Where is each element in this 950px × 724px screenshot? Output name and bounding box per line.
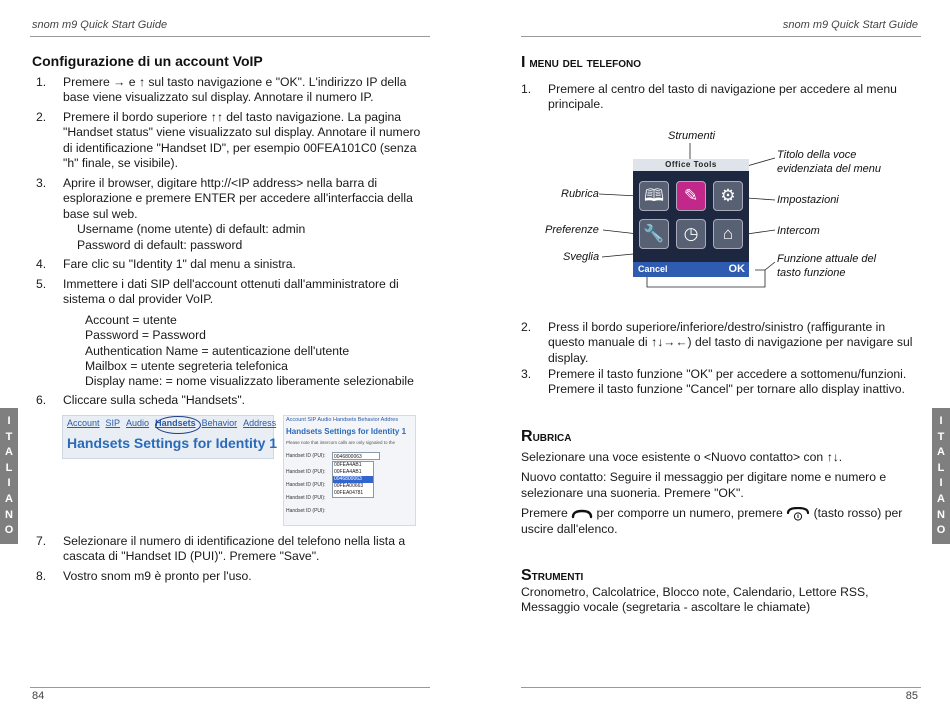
paragraph-line: selezionare una suoneria. Premere "OK".: [521, 485, 744, 500]
item-number: 2.: [521, 320, 532, 334]
side-letter: I: [7, 415, 11, 427]
item-number: 1.: [36, 75, 47, 89]
right-page: [475, 0, 950, 724]
side-letter: I: [939, 477, 943, 490]
header-rule: [30, 36, 430, 37]
title-initial: R: [521, 428, 533, 445]
tab-address: Address: [243, 418, 277, 428]
callout-strumenti: Strumenti: [668, 130, 716, 142]
phone-softkey-bar: [633, 262, 749, 277]
side-letter: T: [5, 430, 13, 443]
tab-sip: SIP: [105, 418, 121, 428]
callout-sveglia: Sveglia: [563, 251, 600, 263]
strumenti-text: [521, 585, 931, 616]
paragraph-line: Messaggio vocale (segretaria - ascoltare le chiamate): [521, 600, 811, 615]
side-language-tab: [932, 408, 950, 544]
intercom-icon: ⌂: [713, 219, 743, 249]
header-left: snom m9 Quick Start Guide: [32, 19, 168, 31]
phonebook-icon: 🕮: [639, 181, 669, 211]
item-number: 5.: [36, 277, 47, 291]
end-key-icon: [786, 507, 810, 521]
callout-preferenze: Preferenze: [545, 224, 599, 236]
item-line: "Handset status" viene visualizzato sul display. Annotare il numero: [63, 125, 421, 140]
side-letter: L: [937, 461, 945, 474]
item-subline: Username (nome utente) di default: admin: [77, 222, 306, 237]
side-letter: I: [939, 415, 943, 427]
screenshot-note: Please note that intercom calls are only signaled to the: [286, 440, 396, 445]
title-initial: S: [521, 567, 532, 584]
paragraph-line: [521, 506, 931, 521]
section-title-strumenti: [521, 567, 583, 585]
callout-line: evidenziata del menu: [777, 163, 881, 175]
item-subline: Mailbox = utente segreteria telefonica: [85, 359, 288, 374]
handset-id-label: Handset ID (PUI):: [286, 508, 326, 514]
item-line: Aprire il browser, digitare http://<IP address> nella barra di: [63, 176, 378, 190]
header-rule: [521, 36, 921, 37]
handset-id-select: 0046800063: [332, 452, 380, 460]
callout-funzione: [777, 252, 876, 280]
item-line: Immettere i dati SIP dell'account ottenuti dall'amministratore di: [63, 277, 399, 291]
callout-impostazioni: Impostazioni: [777, 194, 839, 206]
handset-id-label: Handset ID (PUI):: [286, 482, 326, 488]
side-letter: L: [5, 461, 13, 474]
phone-screen: [633, 159, 749, 277]
tab-audio: Audio: [126, 418, 150, 428]
paragraph-line: Nuovo contatto: Seguire il messaggio per digitare nome e numero e: [521, 470, 887, 485]
side-letter: A: [5, 446, 13, 459]
preferences-icon: 🔧: [639, 219, 669, 249]
side-letter: A: [937, 492, 945, 505]
title-rest: menu del telefono: [529, 54, 642, 70]
footer-rule: [30, 687, 430, 688]
handset-id-label: Handset ID (PUI):: [286, 453, 326, 459]
side-letter: T: [937, 430, 945, 443]
softkey-ok: OK: [728, 263, 745, 275]
text-fragment: per comporre un numero, premere: [596, 506, 783, 521]
item-line: Premere al centro del tasto di navigazione per accedere al menu: [548, 82, 897, 96]
item-subline: Password = Password: [85, 328, 206, 343]
item-line: Vostro snom m9 è pronto per l'uso.: [63, 569, 252, 583]
tab-handsets: Handsets: [155, 418, 196, 428]
item-number: 4.: [36, 257, 47, 271]
item-subline: Password di default: password: [77, 237, 243, 252]
item-line: Cliccare sulla scheda "Handsets".: [63, 393, 246, 407]
dropdown-option-selected: 0046800063: [333, 476, 373, 483]
item-line: principale.: [548, 97, 604, 112]
highlight-ring: [155, 416, 201, 434]
section-title-voip: Configurazione di un account VoIP: [32, 53, 263, 69]
side-letter: N: [937, 508, 945, 521]
item-line: Premere il tasto funzione "Cancel" per tornare allo display inattivo.: [548, 382, 905, 397]
page-number-left: 84: [32, 690, 45, 702]
item-line: di identificazione "Handset ID", per esempio 00FEA101C0 (senza: [63, 140, 417, 155]
item-line: base sul web.: [63, 206, 138, 221]
screenshot-title: Handsets Settings for Identity 1: [67, 435, 278, 451]
item-line: Premere → e ↑ sul tasto navigazione e "OK". L'indirizzo IP della: [63, 75, 407, 89]
tools-icon: ✎: [676, 181, 706, 211]
item-line: Fare clic su "Identity 1" dal menu a sinistra.: [63, 257, 296, 271]
screenshot-tabs: Account SIP Audio Handsets Behavior Addres: [286, 417, 399, 423]
item-subline: Display name: = nome visualizzato liberamente selezionabile: [85, 374, 414, 389]
item-line: sistema o dal provider VoIP.: [63, 292, 214, 307]
item-line: base viene visualizzato sul display. Annotare il numero IP.: [63, 90, 374, 105]
text-fragment: (tasto rosso) per: [813, 506, 903, 521]
header-right: snom m9 Quick Start Guide: [782, 19, 918, 31]
item-number: 8.: [36, 569, 47, 583]
web-ui-screenshot-tabs: [62, 415, 278, 459]
handset-id-options: [332, 461, 374, 498]
title-rest: ubrica: [532, 428, 572, 444]
paragraph-line: Cronometro, Calcolatrice, Blocco note, Calendario, Lettore RSS,: [521, 585, 869, 599]
item-line: display.: [548, 350, 589, 365]
dropdown-option: 00FEA4AB1: [334, 469, 362, 475]
side-language-tab: [0, 408, 18, 544]
dropdown-option: 00FEA04781: [334, 490, 364, 496]
web-ui-screenshot-dropdown: [283, 415, 416, 526]
item-line: Premere il bordo superiore ↑↑ del tasto navigazione. La pagina: [63, 110, 402, 124]
tab-behavior: Behavior: [201, 418, 238, 428]
item-number: 3.: [36, 176, 47, 190]
alarm-clock-icon: ◷: [676, 219, 706, 249]
screenshot-title: Handsets Settings for Identity 1: [286, 427, 407, 436]
item-subline: Account = utente: [85, 312, 177, 327]
text-fragment: Premere: [521, 506, 568, 521]
item-number: 3.: [521, 367, 532, 381]
item-line: Press il bordo superiore/inferiore/destro/sinistro (raffigurante in: [548, 320, 886, 334]
item-number: 1.: [521, 82, 532, 96]
item-subline: Authentication Name = autenticazione dell'utente: [85, 343, 350, 358]
callout-line: Funzione attuale del: [777, 253, 877, 265]
handset-id-label: Handset ID (PUI):: [286, 469, 326, 475]
dropdown-option: 00FEA00663: [334, 483, 364, 489]
call-key-icon: [571, 509, 593, 519]
item-number: 2.: [36, 110, 47, 124]
item-line: questo manuale di ↑↓→←) del tasto di navigazione per navigare sul: [548, 335, 913, 350]
handset-id-label: Handset ID (PUI):: [286, 495, 326, 501]
callout-line: Titolo della voce: [777, 149, 857, 161]
callout-intercom: Intercom: [777, 225, 820, 237]
dropdown-option: 00FEA4AB1: [334, 462, 362, 468]
softkey-cancel: Cancel: [638, 264, 668, 274]
callout-rubrica: Rubrica: [561, 188, 599, 200]
side-letter: N: [5, 508, 13, 521]
side-letter: I: [7, 477, 11, 490]
settings-icon: ⚙: [713, 181, 743, 211]
item-number: 6.: [36, 393, 47, 407]
paragraph-line: uscire dall'elenco.: [521, 521, 618, 536]
tab-account: Account: [67, 418, 100, 428]
title-rest: trumenti: [531, 567, 584, 583]
side-letter: O: [4, 524, 14, 537]
callout-titolo: [777, 148, 881, 176]
paragraph-line: Selezionare una voce esistente o <Nuovo contatto> con ↑↓.: [521, 450, 843, 464]
section-title-menu: [521, 54, 641, 72]
side-letter: O: [936, 524, 946, 537]
item-line: cascata di "Handset ID (PUI)". Premere "Save".: [63, 549, 320, 564]
item-line: Premere il tasto funzione "OK" per accedere a sottomenu/funzioni.: [548, 367, 907, 381]
footer-rule: [521, 687, 921, 688]
side-letter: A: [937, 446, 945, 459]
section-title-rubrica: [521, 428, 571, 446]
item-number: 7.: [36, 534, 47, 548]
page-number-right: 85: [905, 690, 918, 702]
item-line: esplorazione e premere ENTER per accedere all'interfaccia della: [63, 191, 413, 206]
title-initial: I: [521, 54, 526, 71]
phone-title-bar: Office Tools: [633, 159, 749, 171]
callout-line: tasto funzione: [777, 267, 846, 279]
item-line: Selezionare il numero di identificazione del telefono nella lista a: [63, 534, 406, 548]
item-line: "h" finale, se visibile).: [63, 156, 179, 171]
side-letter: A: [5, 492, 13, 505]
rubrica-text: [521, 450, 931, 537]
